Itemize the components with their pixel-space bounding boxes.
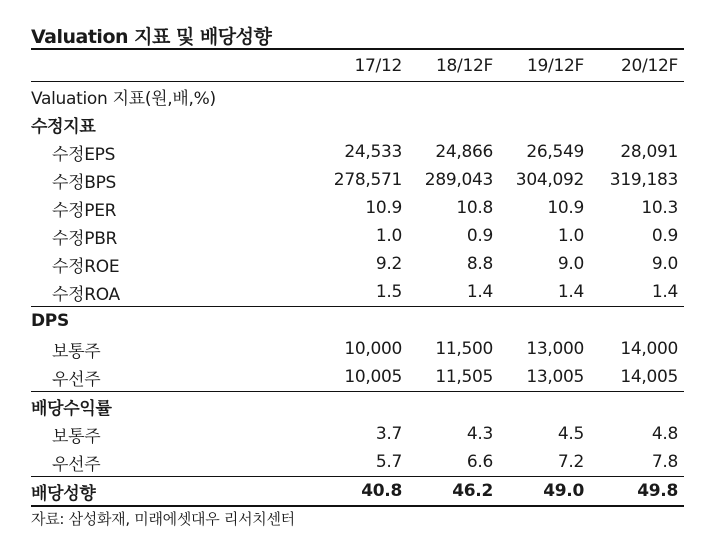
- cell-value: 319,183: [609, 170, 678, 190]
- table-row: [31, 166, 684, 194]
- cell-value: 5.7: [375, 452, 402, 472]
- bottom-rule: [31, 505, 684, 507]
- cell-value: 14,005: [620, 367, 678, 387]
- cell-value: 13,005: [526, 367, 584, 387]
- cell-value: 1.0: [557, 226, 584, 246]
- cell-value: 14,000: [620, 339, 678, 359]
- cell-value: 1.4: [557, 282, 584, 302]
- cell-value: 10.8: [456, 198, 493, 218]
- cell-value: 4.3: [466, 424, 493, 444]
- row-label: 수정EPS: [52, 144, 116, 165]
- section-row-yield: [31, 392, 684, 421]
- cell-value: 1.5: [375, 282, 402, 302]
- cell-value: 10,000: [344, 339, 402, 359]
- cell-value: 11,500: [435, 339, 493, 359]
- cell-value: 0.9: [651, 226, 678, 246]
- section-heading: 수정지표: [31, 116, 96, 137]
- cell-value: 9.0: [651, 254, 678, 274]
- section-heading: DPS: [31, 307, 684, 336]
- source-note: 자료: 삼성화재, 미래에셋대우 리서치센터: [31, 510, 295, 528]
- section-row-adjusted: [31, 110, 684, 138]
- valuation-table: [31, 50, 684, 505]
- cell-value: 6.6: [466, 452, 493, 472]
- cell-value: 40.8: [318, 477, 408, 506]
- table-row: [31, 250, 684, 278]
- column-header: 20/12F: [621, 55, 678, 76]
- cell-value: 49.8: [590, 477, 684, 506]
- cell-value: 28,091: [620, 142, 678, 162]
- table-row: [31, 138, 684, 166]
- cell-value: 24,866: [435, 142, 493, 162]
- section-heading: 배당수익률: [31, 392, 684, 421]
- payout-row: [31, 477, 684, 506]
- cell-value: 289,043: [424, 170, 493, 190]
- cell-value: 3.7: [375, 424, 402, 444]
- table-row: [31, 335, 684, 363]
- row-label: 우선주: [52, 369, 101, 390]
- header-empty-cell: [31, 50, 318, 82]
- table-row: [31, 448, 684, 477]
- row-label: 수정PER: [52, 200, 117, 221]
- row-label: 보통주: [52, 341, 101, 362]
- cell-value: 13,000: [526, 339, 584, 359]
- unit-label: Valuation 지표(원,배,%): [31, 82, 684, 111]
- section-row-dps: [31, 307, 684, 336]
- table-row: [31, 363, 684, 392]
- table-title: Valuation 지표 및 배당성향: [31, 26, 272, 48]
- row-label: 배당성향: [31, 477, 318, 506]
- row-label: 수정PBR: [52, 228, 118, 249]
- column-header: 17/12: [354, 55, 402, 76]
- cell-value: 24,533: [344, 142, 402, 162]
- cell-value: 1.4: [466, 282, 493, 302]
- cell-value: 278,571: [333, 170, 402, 190]
- cell-value: 9.2: [375, 254, 402, 274]
- cell-value: 26,549: [526, 142, 584, 162]
- table-row: [31, 222, 684, 250]
- cell-value: 1.4: [651, 282, 678, 302]
- cell-value: 8.8: [466, 254, 493, 274]
- table-row: [31, 420, 684, 448]
- cell-value: 4.8: [651, 424, 678, 444]
- column-header: 19/12F: [527, 55, 584, 76]
- cell-value: 10.9: [547, 198, 584, 218]
- header-row: [31, 50, 684, 82]
- cell-value: 10,005: [344, 367, 402, 387]
- cell-value: 10.3: [641, 198, 678, 218]
- row-label: 수정ROE: [52, 256, 120, 277]
- cell-value: 7.8: [651, 452, 678, 472]
- table-row: [31, 194, 684, 222]
- row-label: 우선주: [52, 454, 101, 475]
- cell-value: 0.9: [466, 226, 493, 246]
- unit-row: [31, 82, 684, 111]
- column-header: 18/12F: [436, 55, 493, 76]
- cell-value: 10.9: [365, 198, 402, 218]
- row-label: 보통주: [52, 426, 101, 447]
- cell-value: 9.0: [557, 254, 584, 274]
- cell-value: 1.0: [375, 226, 402, 246]
- cell-value: 11,505: [435, 367, 493, 387]
- cell-value: 46.2: [408, 477, 499, 506]
- cell-value: 49.0: [499, 477, 590, 506]
- row-label: 수정BPS: [52, 172, 117, 193]
- cell-value: 7.2: [557, 452, 584, 472]
- cell-value: 304,092: [515, 170, 584, 190]
- table-row: [31, 278, 684, 307]
- cell-value: 4.5: [557, 424, 584, 444]
- row-label: 수정ROA: [52, 284, 120, 305]
